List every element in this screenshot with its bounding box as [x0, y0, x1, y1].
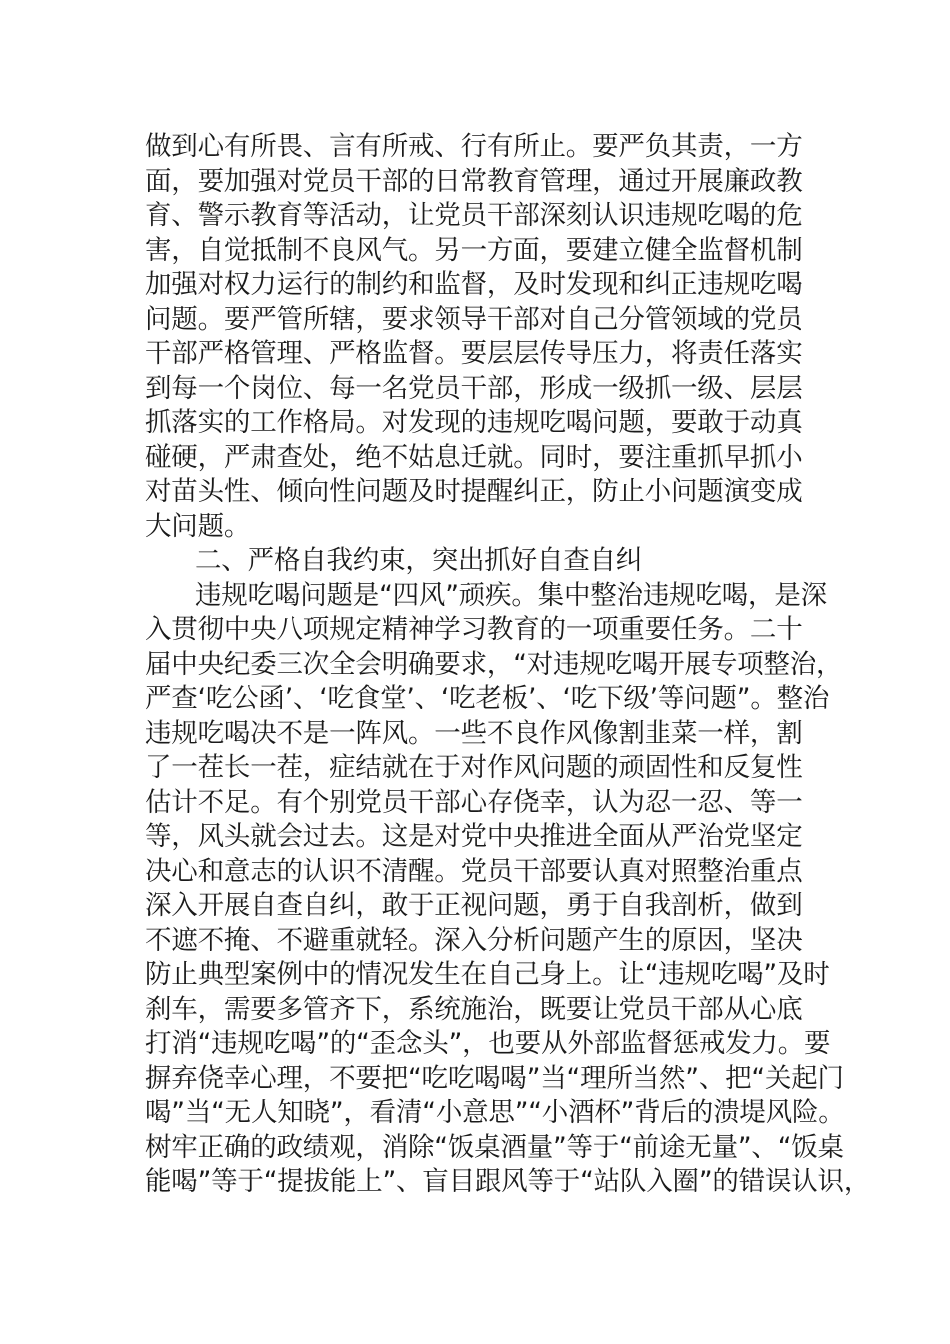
- body-line: 摒弃侥幸心理，不要把“吃吃喝喝”当“理所当然”、把“关起门: [145, 1062, 844, 1094]
- body-line: 到每一个岗位、每一名党员干部，形成一级抓一级、层层: [145, 372, 803, 404]
- body-line: 加强对权力运行的制约和监督，及时发现和纠正违规吃喝: [145, 269, 803, 300]
- body-line: 刹车，需要多管齐下，系统施治，既要让党员干部从心底: [145, 993, 803, 1025]
- body-line: 干部严格管理、严格监督。要层层传导压力，将责任落实: [145, 338, 803, 369]
- body-line: 了一茬长一茬，症结就在于对作风问题的顽固性和反复性: [145, 752, 803, 783]
- body-line: 届中央纪委三次全会明确要求，“对违规吃喝开展专项整治，: [145, 648, 843, 680]
- body-line: 做到心有所畏、言有所戒、行有所止。要严负其责，一方: [145, 131, 803, 162]
- body-line: 违规吃喝决不是一阵风。一些不良作风像割韭菜一样，割: [145, 717, 803, 749]
- body-line: 深入开展自查自纠，敢于正视问题，勇于自我剖析，做到: [145, 890, 803, 921]
- body-line: 入贯彻中央八项规定精神学习教育的一项重要任务。二十: [145, 614, 803, 645]
- body-line: 碰硬，严肃查处，绝不姑息迁就。同时，要注重抓早抓小: [145, 441, 803, 473]
- body-line: 大问题。: [145, 510, 251, 542]
- body-line: 打消“违规吃喝”的“歪念头”，也要从外部监督惩戒发力。要: [145, 1028, 831, 1059]
- body-line: 对苗头性、倾向性问题及时提醒纠正，防止小问题演变成: [145, 476, 803, 507]
- body-line: 防止典型案例中的情况发生在自己身上。让“违规吃喝”及时: [145, 959, 830, 990]
- paragraph-first-line: 违规吃喝问题是“四风”顽疾。集中整治违规吃喝，是深: [195, 579, 827, 611]
- body-line: 问题。要严管所辖，要求领导干部对自己分管领域的党员: [145, 303, 803, 335]
- body-line: 面，要加强对党员干部的日常教育管理，通过开展廉政教: [145, 165, 803, 197]
- section-heading: 二、严格自我约束，突出抓好自查自纠: [195, 545, 643, 576]
- body-line: 抓落实的工作格局。对发现的违规吃喝问题，要敢于动真: [145, 407, 803, 438]
- body-line: 喝”当“无人知晓”，看清“小意思”“小酒杯”背后的溃堤风险。: [145, 1097, 845, 1128]
- body-line: 育、警示教育等活动，让党员干部深刻认识违规吃喝的危: [145, 200, 803, 231]
- body-line: 不遮不掩、不避重就轻。深入分析问题产生的原因，坚决: [145, 924, 803, 956]
- document-body: [145, 130, 871, 1200]
- body-line: 能喝”等于“提拔能上”、盲目跟风等于“站队入圈”的错误认识，: [145, 1166, 871, 1197]
- body-line: 等，风头就会过去。这是对党中央推进全面从严治党坚定: [145, 821, 803, 852]
- body-line: 害，自觉抵制不良风气。另一方面，要建立健全监督机制: [145, 234, 803, 266]
- body-line: 决心和意志的认识不清醒。党员干部要认真对照整治重点: [145, 855, 803, 887]
- body-line: 树牢正确的政绩观，消除“饭桌酒量”等于“前途无量”、“饭桌: [145, 1131, 844, 1163]
- body-line: 严查‘吃公函’、‘吃食堂’、‘吃老板’、‘吃下级’等问题”。整治: [145, 683, 830, 714]
- body-line: 估计不足。有个别党员干部心存侥幸，认为忍一忍、等一: [145, 786, 803, 818]
